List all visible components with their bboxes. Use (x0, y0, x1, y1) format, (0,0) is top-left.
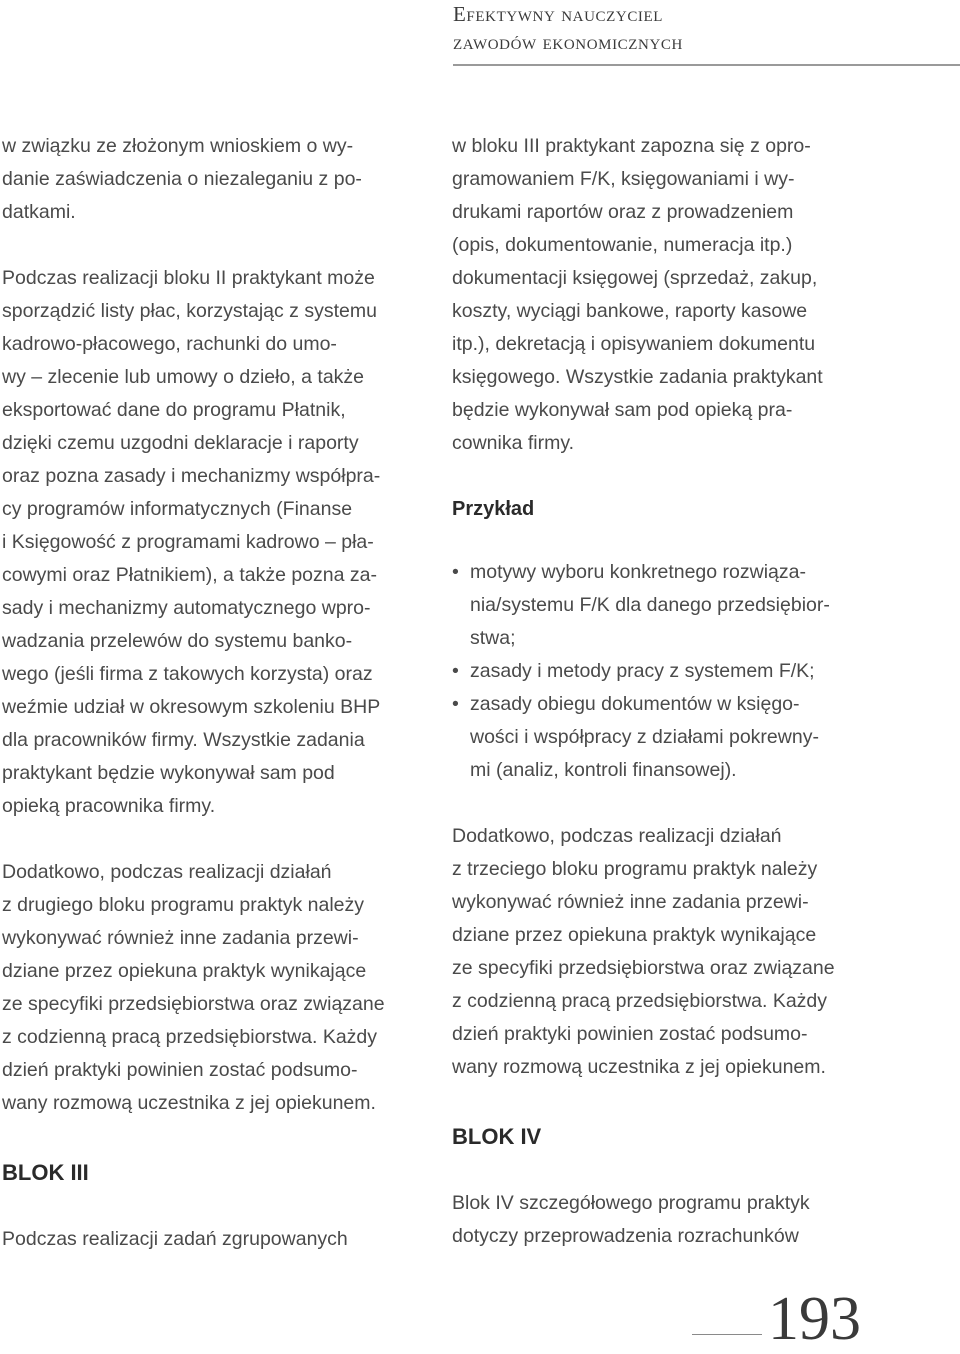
text-line: wykonywać również inne zadania przewi- (452, 891, 809, 913)
text-line: oraz pozna zasady i mechanizmy współpra- (2, 465, 381, 487)
text-line: dla pracowników firmy. Wszystkie zadania (2, 729, 365, 751)
text-line: drukami raportów oraz z prowadzeniem (452, 201, 794, 223)
page-number: 193 (768, 1285, 861, 1353)
text-line: zasady i metody pracy z systemem F/K; (470, 660, 815, 682)
text-line: sady i mechanizmy automatycznego wpro- (2, 597, 371, 619)
text-line: wany rozmową uczestnika z jej opiekunem. (2, 1092, 376, 1114)
text-line: dotyczy przeprowadzenia rozrachunków (452, 1225, 799, 1247)
text-line: dziane przez opiekuna praktyk wynikające (2, 960, 367, 982)
text-line: ze specyfiki przedsiębiorstwa oraz związane (452, 957, 835, 979)
right-column (452, 130, 872, 1253)
right-paragraph-2 (452, 820, 872, 1084)
text-line: dzień praktyki powinien zostać podsumo- (2, 1059, 358, 1081)
text-line: wykonywać również inne zadania przewi- (2, 927, 359, 949)
text-line: gramowaniem F/K, księgowaniami i wy- (452, 168, 795, 190)
left-paragraph-1 (2, 130, 422, 229)
text-line: z drugiego bloku programu praktyk należy (2, 894, 365, 916)
text-line: w bloku III praktykant zapozna się z opro- (452, 135, 811, 157)
text-line: kadrowo-płacowego, rachunki do umo- (2, 333, 337, 355)
text-line: i Księgowość z programami kadrowo – pła- (2, 531, 374, 553)
text-line: Podczas realizacji bloku II praktykant może (2, 267, 375, 289)
bullet-text (470, 688, 872, 787)
bullet-dot-icon: • (452, 660, 459, 682)
text-line: motywy wyboru konkretnego rozwiąza- (470, 561, 806, 583)
text-line: cownika firmy. (452, 432, 575, 454)
left-paragraph-2 (2, 262, 422, 823)
text-line: w związku ze złożonym wnioskiem o wy- (2, 135, 354, 157)
bullet-dot-icon: • (452, 693, 459, 715)
bullet-item (452, 688, 872, 787)
text-line: (opis, dokumentowanie, numeracja itp.) (452, 234, 793, 256)
text-line: nia/systemu F/K dla danego przedsiębior- (470, 594, 830, 616)
text-line: będzie wykonywał sam pod opieką pra- (452, 399, 793, 421)
text-line: z trzeciego bloku programu praktyk należy (452, 858, 818, 880)
text-line: itp.), dekretacją i opisywaniem dokumentu (452, 333, 816, 355)
text-line: opieką pracownika firmy. (2, 795, 216, 817)
text-line: Blok IV szczegółowego programu praktyk (452, 1192, 810, 1214)
text-line: wego (jeśli firma z takowych korzysta) oraz (2, 663, 373, 685)
text-line: ze specyfiki przedsiębiorstwa oraz związane (2, 993, 385, 1015)
text-line: mi (analiz, kontroli finansowej). (470, 759, 737, 781)
bullet-text (470, 655, 872, 688)
text-line: praktykant będzie wykonywał sam pod (2, 762, 335, 784)
text-line: eksportować dane do programu Płatnik, (2, 399, 346, 421)
text-line: datkami. (2, 201, 76, 223)
example-heading: Przykład (452, 498, 535, 520)
left-column (2, 130, 422, 1256)
header-title-line-1: Efektywny nauczyciel (453, 2, 664, 26)
text-line: wadzania przelewów do systemu banko- (2, 630, 353, 652)
text-line: koszty, wyciągi bankowe, raporty kasowe (452, 300, 808, 322)
text-line: z codzienną pracą przedsiębiorstwa. Każdy (452, 990, 828, 1012)
right-paragraph-3 (452, 1187, 872, 1253)
bullet-item (452, 556, 872, 655)
bullet-dot-icon: • (452, 561, 459, 583)
example-bullet-list (452, 556, 872, 787)
text-line: księgowego. Wszystkie zadania praktykant (452, 366, 823, 388)
text-line: Podczas realizacji zadań zgrupowanych (2, 1228, 348, 1250)
left-paragraph-4 (2, 1223, 422, 1256)
running-header (453, 0, 960, 66)
text-line: stwa; (470, 627, 516, 649)
text-line: dziane przez opiekuna praktyk wynikające (452, 924, 817, 946)
text-line: cowymi oraz Płatnikiem), a także pozna za- (2, 564, 377, 586)
bullet-item (452, 655, 872, 688)
text-line: wości i współpracy z działami pokrewny- (470, 726, 819, 748)
text-line: z codzienną pracą przedsiębiorstwa. Każdy (2, 1026, 378, 1048)
section-heading-blok-iv: BLOK IV (452, 1124, 542, 1149)
right-paragraph-1 (452, 130, 872, 460)
text-line: Dodatkowo, podczas realizacji działań (452, 825, 782, 847)
page-number-rule (692, 1334, 762, 1335)
header-title-line-2: zawodów ekonomicznych (453, 30, 683, 54)
text-line: wy – zlecenie lub umowy o dzieło, a także (2, 366, 365, 388)
text-line: wany rozmową uczestnika z jej opiekunem. (452, 1056, 826, 1078)
header-rule (453, 64, 960, 66)
text-line: weźmie udział w okresowym szkoleniu BHP (2, 696, 381, 718)
text-line: dzięki czemu uzgodni deklaracje i raporty (2, 432, 359, 454)
text-line: zasady obiegu dokumentów w księgo- (470, 693, 800, 715)
text-line: danie zaświadczenia o niezaleganiu z po- (2, 168, 362, 190)
text-line: Dodatkowo, podczas realizacji działań (2, 861, 332, 883)
section-heading-blok-iii: BLOK III (2, 1160, 89, 1185)
text-line: dokumentacji księgowej (sprzedaż, zakup, (452, 267, 818, 289)
left-paragraph-3 (2, 856, 422, 1120)
text-line: dzień praktyki powinien zostać podsumo- (452, 1023, 808, 1045)
text-line: sporządzić listy płac, korzystając z systemu (2, 300, 377, 322)
bullet-text (470, 556, 872, 655)
text-line: cy programów informatycznych (Finanse (2, 498, 353, 520)
